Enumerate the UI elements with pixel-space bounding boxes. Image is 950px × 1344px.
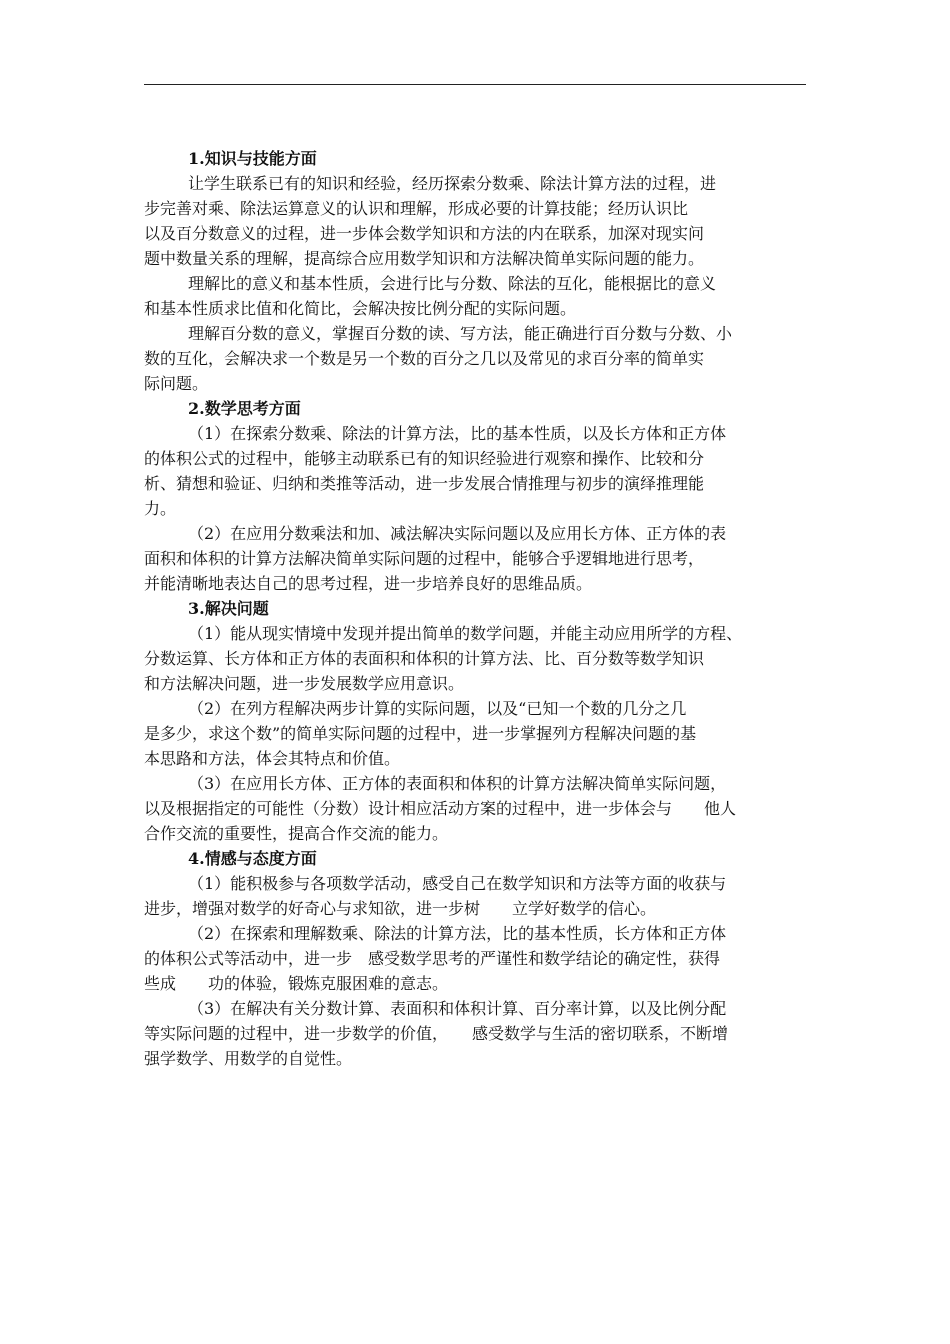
text-line: 析、猜想和验证、归纳和类推等活动，进一步发展合情推理与初步的演绎推理能 xyxy=(144,474,705,493)
paragraph xyxy=(124,621,814,696)
text-line: 并能清晰地表达自己的思考过程，进一步培养良好的思维品质。 xyxy=(144,574,593,593)
text-line: 面积和体积的计算方法解决简单实际问题的过程中，能够合乎逻辑地进行思考， xyxy=(144,549,705,568)
header-rule xyxy=(144,84,806,85)
text-line: 理解百分数的意义，掌握百分数的读、写方法，能正确进行百分数与分数、小 xyxy=(188,324,733,343)
text-line: 力。 xyxy=(144,499,177,518)
paragraph xyxy=(124,696,814,771)
text-line: （2）在列方程解决两步计算的实际问题，以及“已知一个数的几分之几 xyxy=(188,699,687,718)
paragraph xyxy=(124,521,814,596)
text-line: 让学生联系已有的知识和经验，经历探索分数乘、除法计算方法的过程，进 xyxy=(188,174,717,193)
text-line: 际问题。 xyxy=(144,374,209,393)
text-line: 等实际问题的过程中，进一步数学的价值， 感受数学与生活的密切联系，不断增 xyxy=(144,1024,729,1043)
section-heading: 4.情感与态度方面 xyxy=(188,849,317,868)
text-line: 和方法解决问题，进一步发展数学应用意识。 xyxy=(144,674,465,693)
text-line: （1）能从现实情境中发现并提出简单的数学问题，并能主动应用所学的方程、 xyxy=(188,624,743,643)
paragraph xyxy=(124,271,814,321)
document-body xyxy=(124,146,814,1071)
text-line: 数的互化，会解决求一个数是另一个数的百分之几以及常见的求百分率的简单实 xyxy=(144,349,705,368)
text-line: 本思路和方法，体会其特点和价值。 xyxy=(144,749,401,768)
paragraph xyxy=(124,996,814,1071)
text-line: 强学数学、用数学的自觉性。 xyxy=(144,1049,353,1068)
text-line: （1）在探索分数乘、除法的计算方法，比的基本性质，以及长方体和正方体 xyxy=(188,424,727,443)
section-heading: 1.知识与技能方面 xyxy=(188,149,317,168)
text-line: 和基本性质求比值和化简比，会解决按比例分配的实际问题。 xyxy=(144,299,577,318)
paragraph xyxy=(124,871,814,921)
text-line: 是多少，求这个数”的简单实际问题的过程中，进一步掌握列方程解决问题的基 xyxy=(144,724,697,743)
text-line: 以及百分数意义的过程，进一步体会数学知识和方法的内在联系，加深对现实问 xyxy=(144,224,705,243)
text-line: （3）在应用长方体、正方体的表面积和体积的计算方法解决简单实际问题， xyxy=(188,774,727,793)
paragraph xyxy=(124,321,814,396)
text-line: （3）在解决有关分数计算、表面积和体积计算、百分率计算，以及比例分配 xyxy=(188,999,727,1018)
section-heading: 2.数学思考方面 xyxy=(188,399,301,418)
text-line: （1）能积极参与各项数学活动，感受自己在数学知识和方法等方面的收获与 xyxy=(188,874,727,893)
text-line: 以及根据指定的可能性（分数）设计相应活动方案的过程中，进一步体会与 他人 xyxy=(144,799,737,818)
text-line: 题中数量关系的理解，提高综合应用数学知识和方法解决简单实际问题的能力。 xyxy=(144,249,705,268)
text-line: 的体积公式等活动中，进一步 感受数学思考的严谨性和数学结论的确定性，获得 xyxy=(144,949,721,968)
text-line: 理解比的意义和基本性质，会进行比与分数、除法的互化，能根据比的意义 xyxy=(188,274,717,293)
paragraph xyxy=(124,771,814,846)
paragraph xyxy=(124,171,814,271)
text-line: （2）在探索和理解数乘、除法的计算方法，比的基本性质，长方体和正方体 xyxy=(188,924,727,943)
section-heading: 3.解决问题 xyxy=(188,599,269,618)
text-line: 的体积公式的过程中，能够主动联系已有的知识经验进行观察和操作、比较和分 xyxy=(144,449,705,468)
text-line: 合作交流的重要性，提高合作交流的能力。 xyxy=(144,824,449,843)
text-line: 些成 功的体验，锻炼克服困难的意志。 xyxy=(144,974,449,993)
text-line: （2）在应用分数乘法和加、减法解决实际问题以及应用长方体、正方体的表 xyxy=(188,524,727,543)
text-line: 分数运算、长方体和正方体的表面积和体积的计算方法、比、百分数等数学知识 xyxy=(144,649,705,668)
text-line: 步完善对乘、除法运算意义的认识和理解，形成必要的计算技能；经历认识比 xyxy=(144,199,689,218)
text-line: 进步，增强对数学的好奇心与求知欲，进一步树 立学好数学的信心。 xyxy=(144,899,657,918)
paragraph xyxy=(124,921,814,996)
paragraph xyxy=(124,421,814,521)
